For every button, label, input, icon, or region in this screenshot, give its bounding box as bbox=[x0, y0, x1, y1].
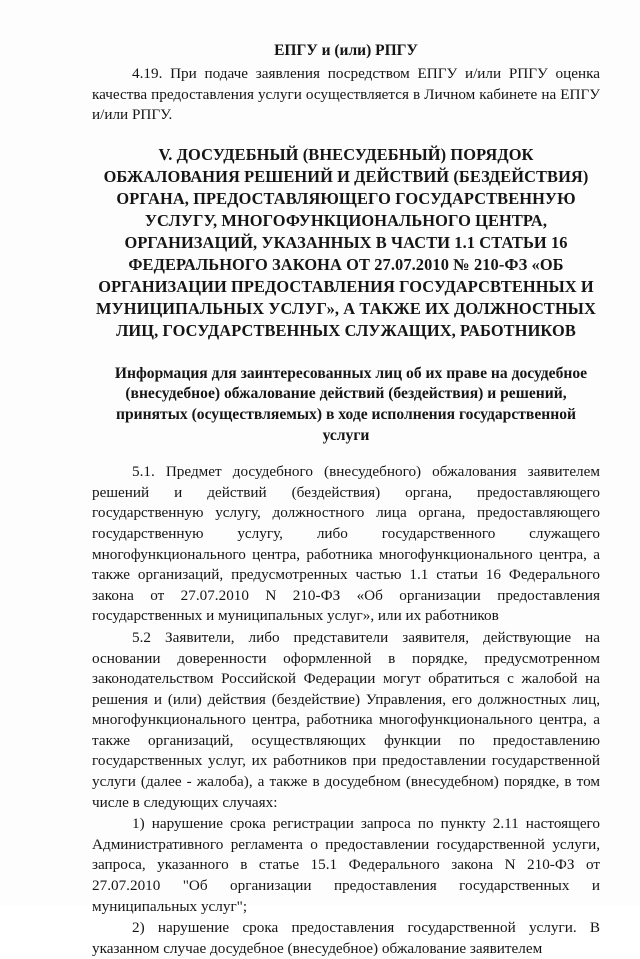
header-title: ЕПГУ и (или) РПГУ bbox=[274, 42, 418, 59]
body-block bbox=[92, 462, 600, 959]
section-subheading: Информация для заинтересованных лиц об их праве на досудебное (внесудебное) обжалование действий (бездействия) и решений, принятых (осуществляемых) в ходе исполнения государственной услуги bbox=[114, 364, 588, 444]
list-item-2: 2) нарушение срока предоставления государственной услуги. В указанном случае досудебное (внесудебное) обжалование заявителем bbox=[92, 919, 600, 957]
document-content bbox=[92, 41, 600, 959]
list-item-1: 1) нарушение срока регистрации запроса по пункту 2.11 настоящего Административного регламента о предоставлении государственной услуги, запроса, указанного в статье 15.1 Федерального закона N 210-ФЗ от 27.07.2010 "Об организации предоставления государственных и муниципальных услуг"; bbox=[92, 815, 600, 915]
section-title: V. ДОСУДЕБНЫЙ (ВНЕСУДЕБНЫЙ) ПОРЯДОК ОБЖАЛОВАНИЯ РЕШЕНИЙ И ДЕЙСТВИЙ (БЕЗДЕЙСТВИЯ) ОРГАНА, ПРЕДОСТАВЛЯЮЩЕГО ГОСУДАРСТВЕННУЮ УСЛУГУ, МНОГОФУНКЦИОНАЛЬНОГО ЦЕНТРА, ОРГАНИЗАЦИЙ, УКАЗАННЫХ В ЧАСТИ 1.1 СТАТЬИ 16 ФЕДЕРАЛЬНОГО ЗАКОНА ОТ 27.07.2010 № 210-ФЗ «ОБ ОРГАНИЗАЦИИ ПРЕДОСТАВЛЕНИЯ ГОСУДАРСВТЕННЫХ И МУНИЦИПАЛЬНЫХ УСЛУГ», А ТАКЖЕ ИХ ДОЛЖНОСТНЫХ ЛИЦ, ГОСУДАРСТВЕННЫХ СЛУЖАЩИХ, РАБОТНИКОВ bbox=[96, 144, 596, 340]
paragraph-5-2: 5.2 Заявители, либо представители заявителя, действующие на основании доверенности оформленной в порядке, предусмотренном законодательством Российской Федерации могут обратиться с жалобой на решения и (или) действия (бездействие) Управления, его должностных лиц, многофункционального центра, работника многофункционального центра, а также организаций, осуществляющих функции по предоставлению государственных услуг, их работников при предоставлении государственной услуги (далее - жалоба), а также в досудебном (внесудебном) порядке, в том числе в следующих случаях: bbox=[92, 628, 600, 811]
paragraph-4-19: 4.19. При подаче заявления посредством ЕПГУ и/или РПГУ оценка качества предоставления услуги осуществляется в Личном кабинете на ЕПГУ и/или РПГУ. bbox=[92, 65, 600, 124]
paragraph-5-1: 5.1. Предмет досудебного (внесудебного) обжалования заявителем решений и действий (бездействия) органа, предоставляющего государственную услугу, должностного лица органа, предоставляющего государственную услугу, либо государственного служащего многофункционального центра, работника многофункционального центра, а также организаций, предусмотренных частью 1.1 статьи 16 Федерального закона от 27.07.2010 N 210-ФЗ «Об организации предоставления государственных и муниципальных услуг», или их работников bbox=[92, 463, 600, 625]
